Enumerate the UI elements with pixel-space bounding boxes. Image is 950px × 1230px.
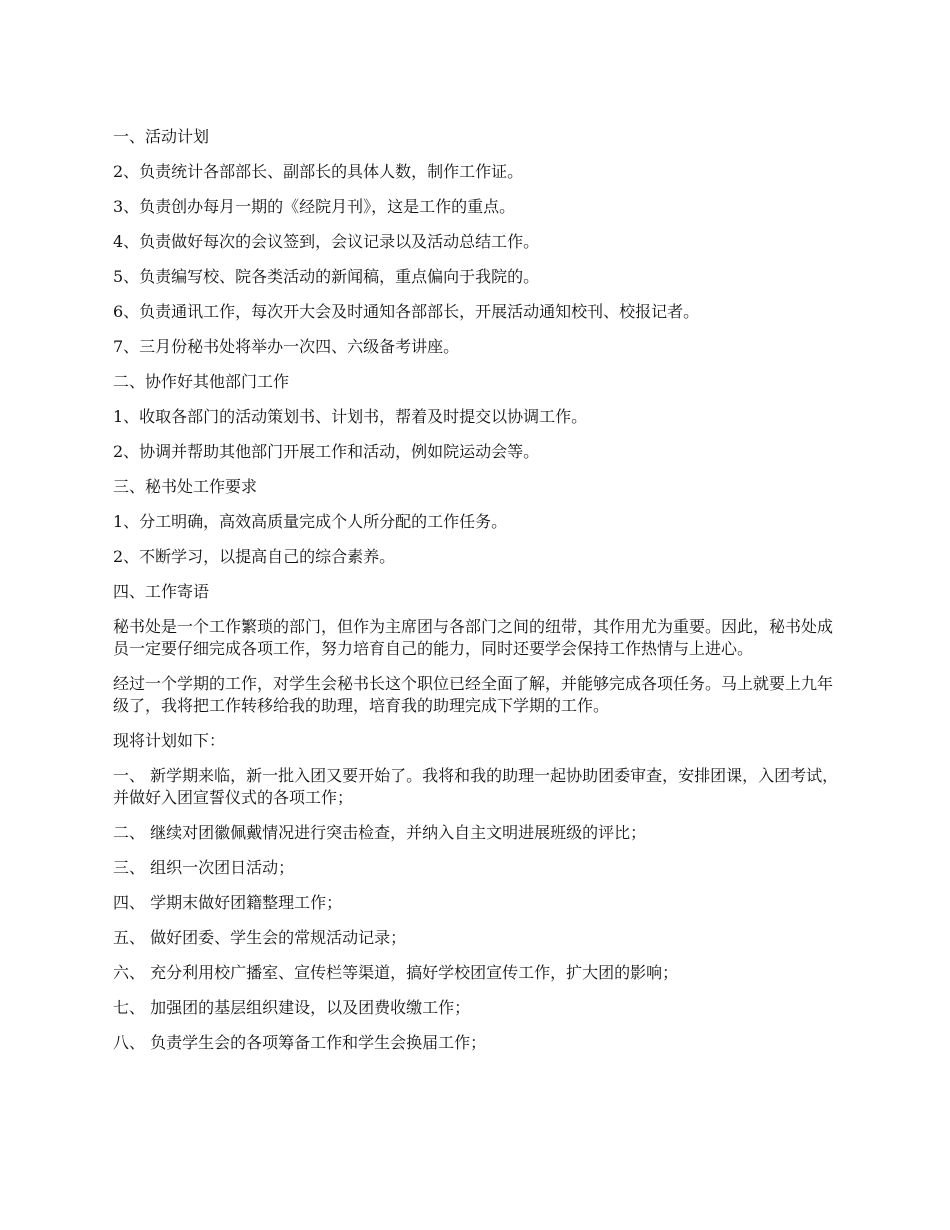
list-item: 四、 学期末做好团籍整理工作； — [113, 893, 343, 912]
paragraph: 7、三月份秘书处将举办一次四、六级备考讲座。 — [113, 337, 460, 356]
section-heading-requirements: 三、秘书处工作要求 — [113, 477, 258, 496]
section-heading-activity-plan: 一、活动计划 — [113, 127, 210, 146]
paragraph: 5、负责编写校、院各类活动的新闻稿，重点偏向于我院的。 — [113, 267, 540, 286]
paragraph: 2、协调并帮助其他部门开展工作和活动，例如院运动会等。 — [113, 442, 540, 461]
document-body — [113, 126, 843, 1067]
list-item: 一、 新学期来临，新一批入团又要开始了。我将和我的助理一起协助团委审查，安排团课，入团考试，并做好入团宣誓仪式的各项工作； — [113, 766, 839, 807]
paragraph: 秘书处是一个工作繁琐的部门，但作为主席团与各部门之间的纽带，其作用尤为重要。因此，秘书处成员一定要仔细完成各项工作，努力培育自己的能力，同时还要学会保持工作热情与上进心。 — [113, 617, 834, 658]
list-item: 八、 负责学生会的各项筹备工作和学生会换届工作； — [113, 1033, 487, 1052]
list-item: 六、 充分利用校广播室、宣传栏等渠道，搞好学校团宣传工作，扩大团的影响； — [113, 963, 679, 982]
list-item: 七、 加强团的基层组织建设，以及团费收缴工作； — [113, 998, 471, 1017]
paragraph: 1、分工明确，高效高质量完成个人所分配的工作任务。 — [113, 512, 508, 531]
paragraph: 2、负责统计各部部长、副部长的具体人数，制作工作证。 — [113, 162, 524, 181]
paragraph: 4、负责做好每次的会议签到，会议记录以及活动总结工作。 — [113, 232, 540, 251]
paragraph: 3、负责创办每月一期的《经院月刊》，这是工作的重点。 — [113, 197, 516, 216]
paragraph: 现将计划如下： — [113, 731, 226, 750]
paragraph: 6、负责通讯工作，每次开大会及时通知各部部长，开展活动通知校刊、校报记者。 — [113, 302, 700, 321]
list-item: 五、 做好团委、学生会的常规活动记录； — [113, 928, 407, 947]
paragraph: 1、收取各部门的活动策划书、计划书，帮着及时提交以协调工作。 — [113, 407, 588, 426]
list-item: 二、 继续对团徽佩戴情况进行突击检查，并纳入自主文明进展班级的评比； — [113, 823, 647, 842]
list-item: 三、 组织一次团日活动； — [113, 858, 295, 877]
section-heading-message: 四、工作寄语 — [113, 582, 210, 601]
paragraph: 2、不断学习，以提高自己的综合素养。 — [113, 547, 396, 566]
section-heading-cooperation: 二、协作好其他部门工作 — [113, 372, 290, 391]
paragraph: 经过一个学期的工作，对学生会秘书长这个职位已经全面了解，并能够完成各项任务。马上就要上九年级了，我将把工作转移给我的助理，培育我的助理完成下学期的工作。 — [113, 674, 834, 715]
